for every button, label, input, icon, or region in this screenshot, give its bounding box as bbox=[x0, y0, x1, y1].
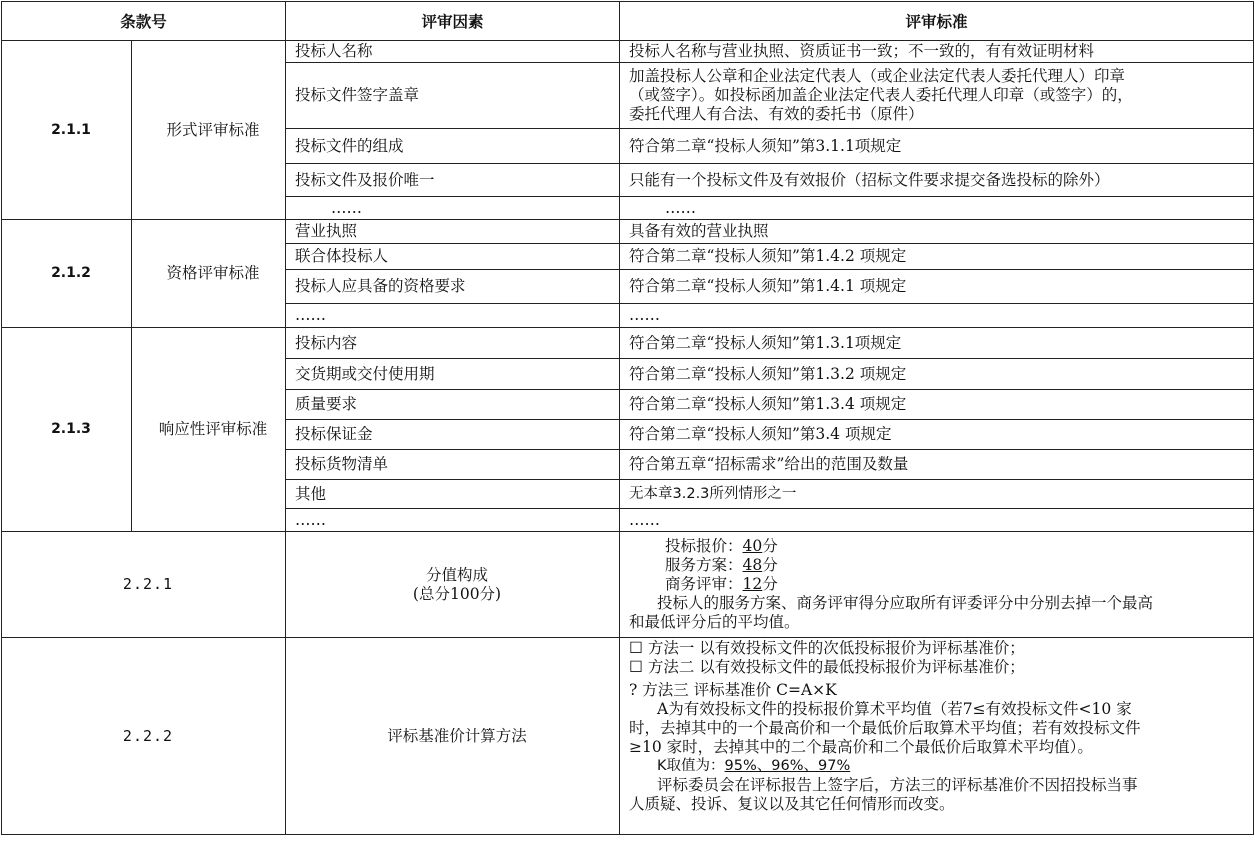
label: 商务评审： bbox=[665, 575, 743, 593]
label: 服务方案： bbox=[665, 556, 743, 574]
factor-cell: 投标货物清单 bbox=[286, 450, 620, 480]
clause-number: 2.1.3 bbox=[2, 328, 132, 532]
standard-cell bbox=[620, 638, 1254, 835]
factor-cell: …… bbox=[286, 304, 620, 328]
factor-cell: 联合体投标人 bbox=[286, 244, 620, 270]
value: 95%、96%、97% bbox=[724, 758, 851, 774]
standard-cell: 符合第二章“投标人须知”第3.4 项规定 bbox=[620, 420, 1254, 450]
factor-cell: 其他 bbox=[286, 480, 620, 509]
method-one: ☐ 方法一 以有效投标文件的次低投标报价为评标基准价； bbox=[629, 639, 1025, 657]
factor-cell: …… bbox=[286, 509, 620, 532]
clause-number: 2.2.1 bbox=[2, 532, 286, 638]
standard-cell: …… bbox=[620, 509, 1254, 532]
category-label: 资格评审标准 bbox=[132, 220, 286, 328]
unit: 分 bbox=[762, 575, 778, 593]
factor-title: 分值构成 bbox=[426, 565, 489, 584]
factor-cell: 交货期或交付使用期 bbox=[286, 359, 620, 390]
formula-desc: 时，去掉其中的一个最高价和一个最低价后取算术平均值；若有效投标文件 bbox=[629, 719, 1141, 737]
factor-cell bbox=[286, 532, 620, 638]
k-values bbox=[629, 757, 1253, 776]
factor-cell: 质量要求 bbox=[286, 390, 620, 420]
note-line: 投标人的服务方案、商务评审得分应取所有评委评分中分别去掉一个最高 bbox=[657, 594, 1154, 612]
standard-cell: 符合第二章“投标人须知”第1.4.2 项规定 bbox=[620, 244, 1254, 270]
factor-cell: 投标保证金 bbox=[286, 420, 620, 450]
value: 48 bbox=[742, 556, 763, 574]
standard-cell: 符合第二章“投标人须知”第3.1.1项规定 bbox=[620, 129, 1254, 164]
score-service bbox=[629, 556, 1253, 575]
header-clause: 条款号 bbox=[2, 2, 286, 41]
ellipsis: …… bbox=[331, 198, 363, 217]
table-row bbox=[2, 532, 1254, 638]
ellipsis: …… bbox=[665, 198, 697, 217]
table-row bbox=[2, 638, 1254, 835]
standard-cell: 符合第五章“招标需求”给出的范围及数量 bbox=[620, 450, 1254, 480]
factor-cell: 投标文件的组成 bbox=[286, 129, 620, 164]
standard-cell: 符合第二章“投标人须知”第1.3.1项规定 bbox=[620, 328, 1254, 359]
clause-number: 2.1.2 bbox=[2, 220, 132, 328]
standard-cell bbox=[620, 480, 1254, 509]
clause-number: 2.1.1 bbox=[2, 41, 132, 220]
final-note: 人质疑、投诉、复议以及其它任何情形而改变。 bbox=[629, 795, 955, 813]
standard-cell bbox=[620, 532, 1254, 638]
factor-cell bbox=[286, 197, 620, 220]
label: 投标报价： bbox=[665, 537, 743, 555]
factor-subtitle: (总分100分) bbox=[412, 584, 502, 603]
method-two: ☐ 方法二 以有效投标文件的最低投标报价为评标基准价； bbox=[629, 658, 1025, 676]
score-business bbox=[629, 575, 1253, 594]
standard-line: 委托代理人有合法、有效的委托书（原件） bbox=[629, 105, 924, 123]
factor-cell: 投标内容 bbox=[286, 328, 620, 359]
standard-line: （或签字）。如投标函加盖企业法定代表人委托代理人印章（或签字）的， bbox=[629, 86, 1133, 104]
final-note: 评标委员会在评标报告上签字后，方法三的评标基准价不因招投标当事 bbox=[657, 776, 1138, 794]
factor-cell: 投标文件及报价唯一 bbox=[286, 164, 620, 197]
table-row bbox=[2, 220, 1254, 244]
unit: 分 bbox=[762, 556, 778, 574]
standard-cell bbox=[620, 197, 1254, 220]
factor-cell: 投标文件签字盖章 bbox=[286, 63, 620, 129]
standard-cell bbox=[620, 63, 1254, 129]
note-line: 和最低评分后的平均值。 bbox=[629, 613, 800, 631]
label: K取值为： bbox=[657, 758, 725, 774]
formula-desc: A为有效投标文件的投标报价算术平均值（若7≤有效投标文件<10 家 bbox=[657, 700, 1132, 718]
factor-cell: 投标人名称 bbox=[286, 41, 620, 63]
factor-cell: 营业执照 bbox=[286, 220, 620, 244]
standard-cell: 具备有效的营业执照 bbox=[620, 220, 1254, 244]
unit: 分 bbox=[762, 537, 778, 555]
formula-desc: ≥10 家时，去掉其中的二个最高价和二个最低价后取算术平均值）。 bbox=[629, 738, 1093, 756]
header-row bbox=[2, 2, 1254, 41]
standard-text: 无本章3.2.3所列情形之一 bbox=[629, 486, 797, 502]
factor-cell: 投标人应具备的资格要求 bbox=[286, 270, 620, 304]
clause-number: 2.2.2 bbox=[2, 638, 286, 835]
method-three: ? 方法三 评标基准价 C=A×K bbox=[629, 681, 837, 699]
standard-cell: …… bbox=[620, 304, 1254, 328]
header-standard: 评审标准 bbox=[620, 2, 1254, 41]
standard-line: 加盖投标人公章和企业法定代表人（或企业法定代表人委托代理人）印章 bbox=[629, 67, 1126, 85]
category-label: 响应性评审标准 bbox=[132, 328, 286, 532]
standard-cell: 符合第二章“投标人须知”第1.3.4 项规定 bbox=[620, 390, 1254, 420]
value: 40 bbox=[742, 537, 763, 555]
standard-cell: 只能有一个投标文件及有效报价（招标文件要求提交备选投标的除外） bbox=[620, 164, 1254, 197]
score-price bbox=[629, 537, 1253, 556]
standard-cell: 投标人名称与营业执照、资质证书一致；不一致的，有有效证明材料 bbox=[620, 41, 1254, 63]
factor-cell: 评标基准价计算方法 bbox=[286, 638, 620, 835]
header-factor: 评审因素 bbox=[286, 2, 620, 41]
standard-cell: 符合第二章“投标人须知”第1.3.2 项规定 bbox=[620, 359, 1254, 390]
table-row bbox=[2, 328, 1254, 359]
category-label: 形式评审标准 bbox=[132, 41, 286, 220]
value: 12 bbox=[742, 575, 763, 593]
table-row bbox=[2, 41, 1254, 63]
standard-cell: 符合第二章“投标人须知”第1.4.1 项规定 bbox=[620, 270, 1254, 304]
evaluation-table bbox=[1, 1, 1254, 835]
